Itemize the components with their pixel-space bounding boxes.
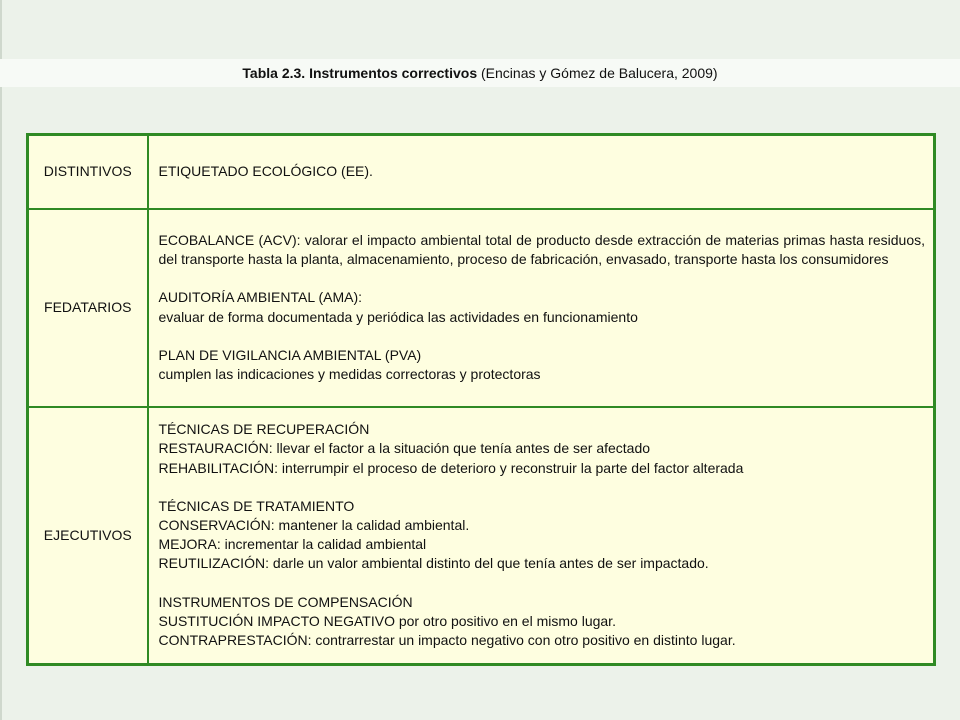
etiquetado-text: ETIQUETADO ECOLÓGICO (EE). — [158, 163, 373, 180]
tratamiento-title: TÉCNICAS DE TRATAMIENTO — [158, 497, 355, 514]
conservacion-text: CONSERVACIÓN: mantener la calidad ambiental. — [158, 517, 470, 534]
table-caption — [0, 59, 960, 87]
mejora-text: MEJORA: incrementar la calidad ambiental — [158, 536, 427, 553]
caption-citation: (Encinas y Gómez de Balucera, 2009) — [481, 65, 718, 81]
table-row-ejecutivos — [28, 407, 935, 665]
ecobalance-text: ECOBALANCE (ACV): valorar el impacto ambiental total de producto desde extracción de materias primas hasta residuos, del transporte hasta la planta, almacenamiento, proceso de fabricación, envasado, transporte hasta los consumidores — [158, 231, 925, 268]
auditoria-title: AUDITORÍA AMBIENTAL (AMA): — [158, 289, 363, 306]
restauracion-text: RESTAURACIÓN: llevar el factor a la situación que tenía antes de ser afectado — [158, 440, 651, 457]
row-label-fedatarios: FEDATARIOS — [28, 209, 148, 407]
sustitucion-text: SUSTITUCIÓN IMPACTO NEGATIVO por otro positivo en el mismo lugar. — [158, 612, 616, 629]
row-content-distintivos — [148, 135, 935, 209]
row-label-distintivos: DISTINTIVOS — [28, 135, 148, 209]
pva-title: PLAN DE VIGILANCIA AMBIENTAL (PVA) — [158, 346, 422, 363]
auditoria-text: evaluar de forma documentada y periódica las actividades en funcionamiento — [158, 308, 638, 325]
compensacion-title: INSTRUMENTOS DE COMPENSACIÓN — [158, 593, 413, 610]
rehabilitacion-text: REHABILITACIÓN: interrumpir el proceso de deterioro y reconstruir la parte del factor alterada — [158, 459, 744, 476]
row-label-ejecutivos: EJECUTIVOS — [28, 407, 148, 665]
caption-bold: Tabla 2.3. Instrumentos correctivos — [242, 65, 478, 81]
left-edge-line — [0, 0, 2, 720]
pva-text: cumplen las indicaciones y medidas correctoras y protectoras — [158, 365, 541, 382]
row-content-ejecutivos — [148, 407, 935, 665]
table-row-distintivos — [28, 135, 935, 209]
reutilizacion-text: REUTILIZACIÓN: darle un valor ambiental distinto del que tenía antes de ser impactado. — [158, 555, 709, 572]
recuperacion-title: TÉCNICAS DE RECUPERACIÓN — [158, 421, 370, 438]
row-content-fedatarios — [148, 209, 935, 407]
instruments-table — [26, 133, 936, 666]
contraprestacion-text: CONTRAPRESTACIÓN: contrarrestar un impacto negativo con otro positivo en distinto lugar. — [158, 632, 736, 649]
table-row-fedatarios — [28, 209, 935, 407]
